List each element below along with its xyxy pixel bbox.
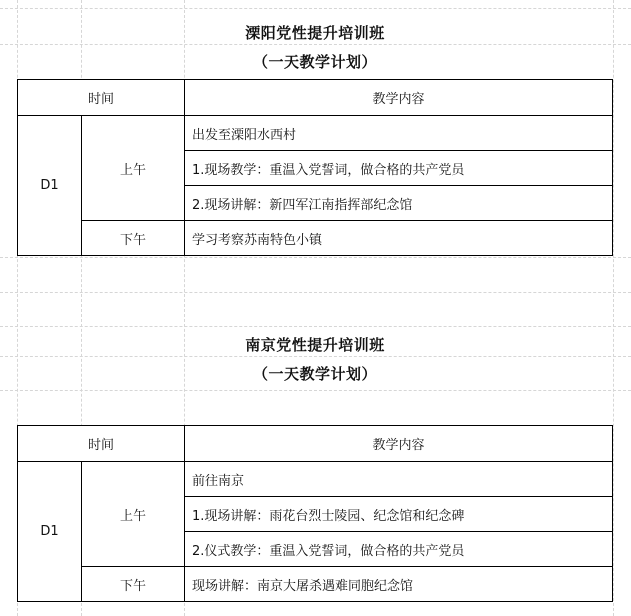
header-time: 时间 — [18, 426, 185, 462]
section-subtitle: （一天教学计划） — [252, 365, 377, 383]
content-cell: 出发至溧阳水西村 — [185, 116, 613, 151]
gridline — [0, 257, 631, 258]
gridline — [0, 44, 631, 45]
schedule-table — [17, 79, 613, 256]
content-cell: 2.仪式教学：重温入党誓词，做合格的共产党员 — [185, 532, 613, 567]
content-cell: 2.现场讲解：新四军江南指挥部纪念馆 — [185, 186, 613, 221]
table-row — [18, 116, 613, 151]
section-title: 溧阳党性提升培训班 — [245, 24, 385, 42]
afternoon-cell: 下午 — [82, 567, 185, 602]
section-title: 南京党性提升培训班 — [245, 336, 385, 354]
gridline — [0, 326, 631, 327]
gridline — [0, 356, 631, 357]
table-header-row — [18, 80, 613, 116]
content-cell: 现场讲解：南京大屠杀遇难同胞纪念馆 — [185, 567, 613, 602]
day-cell: D1 — [18, 462, 82, 602]
content-cell: 1.现场讲解：雨花台烈士陵园、纪念馆和纪念碑 — [185, 497, 613, 532]
afternoon-cell: 下午 — [82, 221, 185, 256]
table-row — [18, 462, 613, 497]
table-header-row — [18, 426, 613, 462]
content-cell: 前往南京 — [185, 462, 613, 497]
content-cell: 学习考察苏南特色小镇 — [185, 221, 613, 256]
table-row — [18, 567, 613, 602]
morning-cell: 上午 — [82, 462, 185, 567]
morning-cell: 上午 — [82, 116, 185, 221]
content-cell: 1.现场教学：重温入党誓词，做合格的共产党员 — [185, 151, 613, 186]
table-row — [18, 221, 613, 256]
gridline — [0, 8, 631, 9]
header-time: 时间 — [18, 80, 185, 116]
section-subtitle: （一天教学计划） — [252, 53, 377, 71]
day-cell: D1 — [18, 116, 82, 256]
gridline — [0, 292, 631, 293]
gridline — [0, 390, 631, 391]
header-content: 教学内容 — [185, 426, 613, 462]
schedule-table — [17, 425, 613, 602]
gridline — [613, 0, 614, 616]
header-content: 教学内容 — [185, 80, 613, 116]
